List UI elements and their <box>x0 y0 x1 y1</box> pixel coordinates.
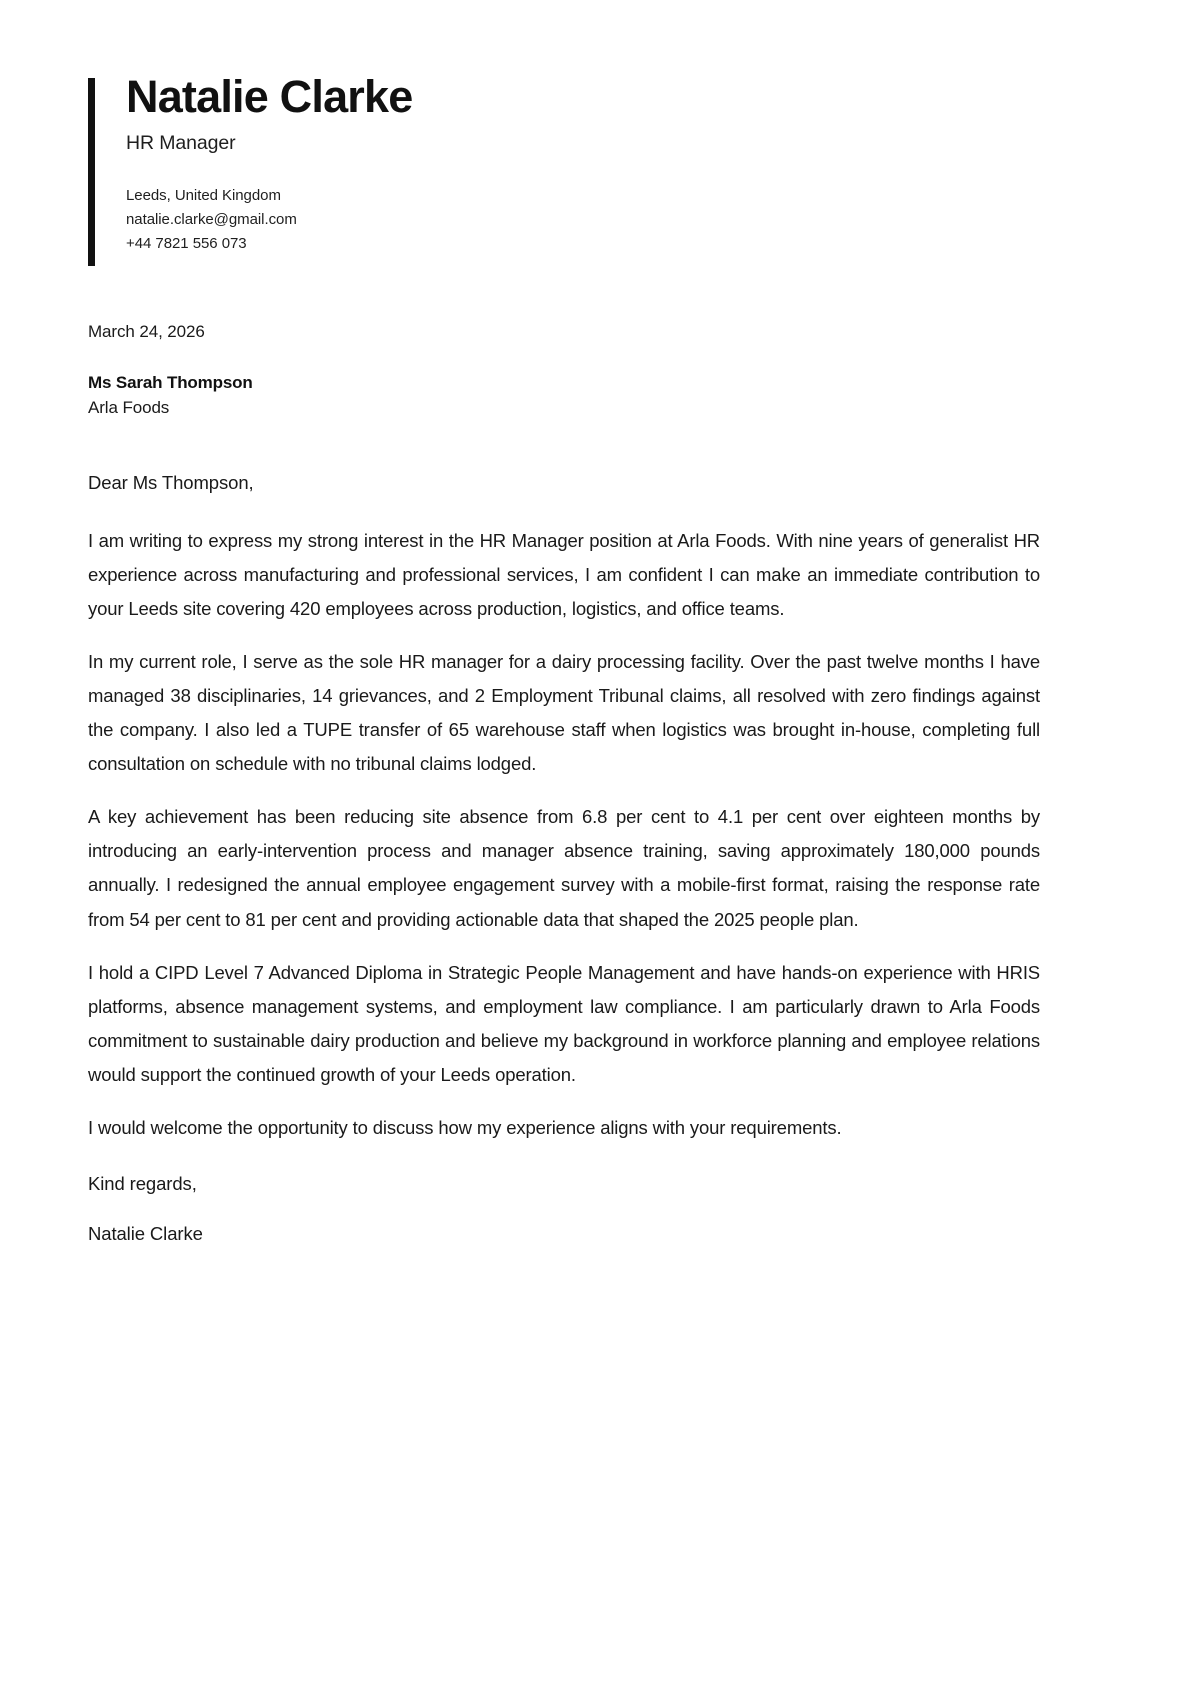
signature-name: Natalie Clarke <box>88 1223 203 1245</box>
body-paragraph: I hold a CIPD Level 7 Advanced Diploma in Strategic People Management and have hands-on experience with HRIS platforms, absence management systems, and employment law compliance. I am particularly drawn to Arla Foods commitment to sustainable dairy production and believe my background in workforce planning and employee relations would support the continued growth of your Leeds operation. <box>88 961 1040 1085</box>
body-paragraph: A key achievement has been reducing site absence from 6.8 per cent to 4.1 per cent over eighteen months by introducing an early-intervention process and manager absence training, saving approximately 180,000 pounds annually. I redesigned the annual employee engagement survey with a mobile-first format, raising the response rate from 54 per cent to 81 per cent and providing actionable data that shaped the 2025 people plan. <box>88 806 1040 930</box>
contact-block <box>126 184 1040 257</box>
letter-header <box>88 72 1040 257</box>
applicant-job-title: HR Manager <box>126 132 236 155</box>
letter-body <box>88 469 1040 1248</box>
letter-meta <box>88 321 1040 422</box>
contact-email: natalie.clarke@gmail.com <box>126 211 297 229</box>
recipient-name: Ms Sarah Thompson <box>88 372 253 392</box>
closing-line: Kind regards, <box>88 1172 197 1194</box>
recipient-company: Arla Foods <box>88 398 170 418</box>
salutation: Dear Ms Thompson, <box>88 472 254 494</box>
body-paragraph: I am writing to express my strong interest in the HR Manager position at Arla Foods. With nine years of generalist HR experience across manufacturing and professional services, I am confident I can make an immediate contribution to your Leeds site covering 420 employees across production, logistics, and office teams. <box>88 530 1040 620</box>
header-accent-bar <box>88 78 95 266</box>
contact-location: Leeds, United Kingdom <box>126 186 281 204</box>
body-paragraph: In my current role, I serve as the sole HR manager for a dairy processing facility. Over the past twelve months I have managed 38 disciplinaries, 14 grievances, and 2 Employment Tribunal claims, all resolved with zero findings against the company. I also led a TUPE transfer of 65 warehouse staff when logistics was brought in-house, completing full consultation on schedule with no tribunal claims lodged. <box>88 651 1040 775</box>
body-paragraph: I would welcome the opportunity to discuss how my experience aligns with your requirements. <box>88 1116 842 1138</box>
letter-date: March 24, 2026 <box>88 321 205 341</box>
contact-phone: +44 7821 556 073 <box>126 235 247 253</box>
applicant-name: Natalie Clarke <box>126 71 413 122</box>
